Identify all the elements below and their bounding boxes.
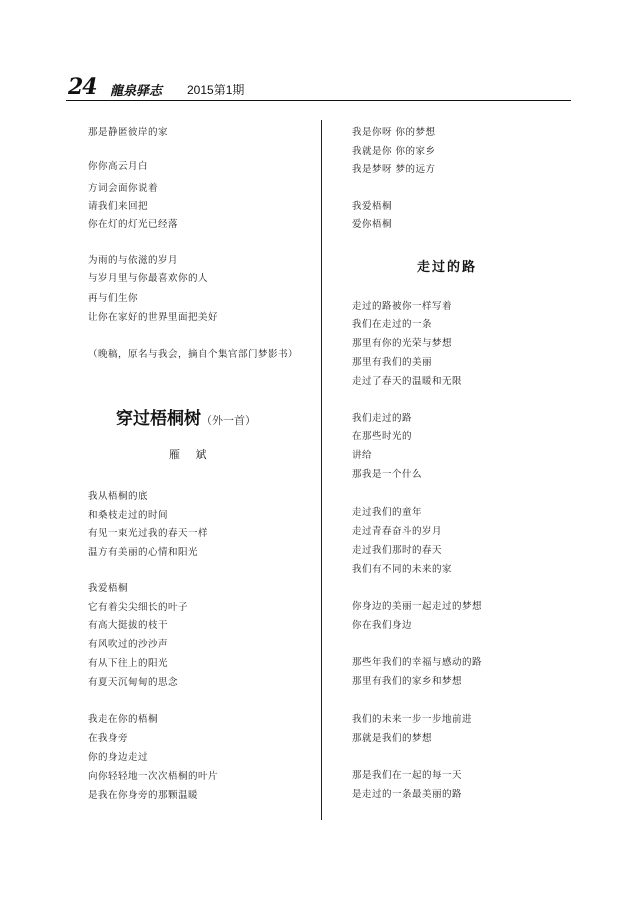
column-divider [321,120,322,820]
left-line: 你在灯的灯光已经落 [88,219,179,230]
poem2-line: 那里有你的光荣与梦想 [352,338,453,349]
poem2-line: 走过我们那时的春天 [352,545,443,556]
poem2-line: 在那些时光的 [352,431,413,442]
issue-label: 2015第1期 [187,83,245,97]
poem-title-suffix: （外一首） [201,414,256,427]
poem2-line: 我们走过的路 [352,413,413,424]
poem2-line: 讲给 [352,450,373,461]
poem-line: 我爱梧桐 [88,583,129,594]
poem2-line: 我们有不同的未来的家 [352,564,453,575]
right-line: 我爱梧桐 [352,201,393,212]
poem-line: 我走在你的梧桐 [88,714,159,725]
poem-line: 它有着尖尖细长的叶子 [88,602,189,613]
right-line: 我是你呀 你的梦想 [352,127,436,138]
poem-title-text: 穿过梧桐树 [116,409,201,429]
left-line: 方词会面你说着 [88,183,159,194]
page-header [66,72,571,101]
left-line: 你你高云月白 [88,161,149,172]
poem-line: 温方有美丽的心情和阳光 [88,547,199,558]
left-line: （晚稿，原名与我会，摘自个集官部门梦影书） [88,349,299,360]
poem-line: 有风吹过的沙沙声 [88,639,169,650]
left-line: 再与们生你 [88,293,139,304]
poem2-line: 你在我们身边 [352,620,413,631]
poem-line: 有见一束光过我的春天一样 [88,528,209,539]
poem-line: 是我在你身旁的那颗温暖 [88,790,199,801]
poem2-line: 我们的未来一步一步地前进 [352,714,473,725]
poem2-line: 那是我们在一起的每一天 [352,770,463,781]
magazine-name: 龍泉驿志 [110,84,163,99]
poem2-line: 走过我们的童年 [352,507,423,518]
poem2-line: 我们在走过的一条 [352,319,433,330]
left-line: 让你在家好的世界里面把美好 [88,312,219,323]
poem-line: 有高大挺拔的枝干 [88,620,169,631]
right-line: 我就是你 你的家乡 [352,146,436,157]
poem-line: 在我身旁 [88,733,129,744]
poem2-line: 走过的路被你一样写着 [352,301,453,312]
poem2-line: 那里有我们的家乡和梦想 [352,676,463,687]
right-line: 我是梦呀 梦的远方 [352,164,436,175]
poem-title [116,404,256,429]
poem2-line: 那就是我们的梦想 [352,733,433,744]
poem2-line: 那我是一个什么 [352,469,423,480]
poem2-line: 走过青春奋斗的岁月 [352,526,443,537]
poem-author: 雁 斌 [169,448,213,461]
left-line: 那是静匿彼岸的家 [88,127,169,138]
left-line: 为雨的与依滋的岁月 [88,255,179,266]
page-number: 24 [68,74,97,100]
poem2-line: 你身边的美丽一起走过的梦想 [352,601,483,612]
poem-line: 有从下往上的阳光 [88,658,169,669]
poem2-title: 走过的路 [417,260,478,275]
poem2-line: 是走过的一条最美丽的路 [352,789,463,800]
poem-line: 有夏天沉甸甸的思念 [88,677,179,688]
left-line: 与岁月里与你最喜欢你的人 [88,273,209,284]
poem-line: 我从梧桐的底 [88,491,149,502]
poem2-line: 那些年我们的幸福与感动的路 [352,657,483,668]
poem-line: 你的身边走过 [88,752,149,763]
right-line: 爱你梧桐 [352,219,393,230]
left-line: 请我们来回把 [88,201,149,212]
poem-line: 和桑枝走过的时间 [88,510,169,521]
poem2-line: 走过了春天的温暖和无限 [352,376,463,387]
poem2-line: 那里有我们的美丽 [352,357,433,368]
poem-line: 向你轻轻地一次次梧桐的叶片 [88,771,219,782]
